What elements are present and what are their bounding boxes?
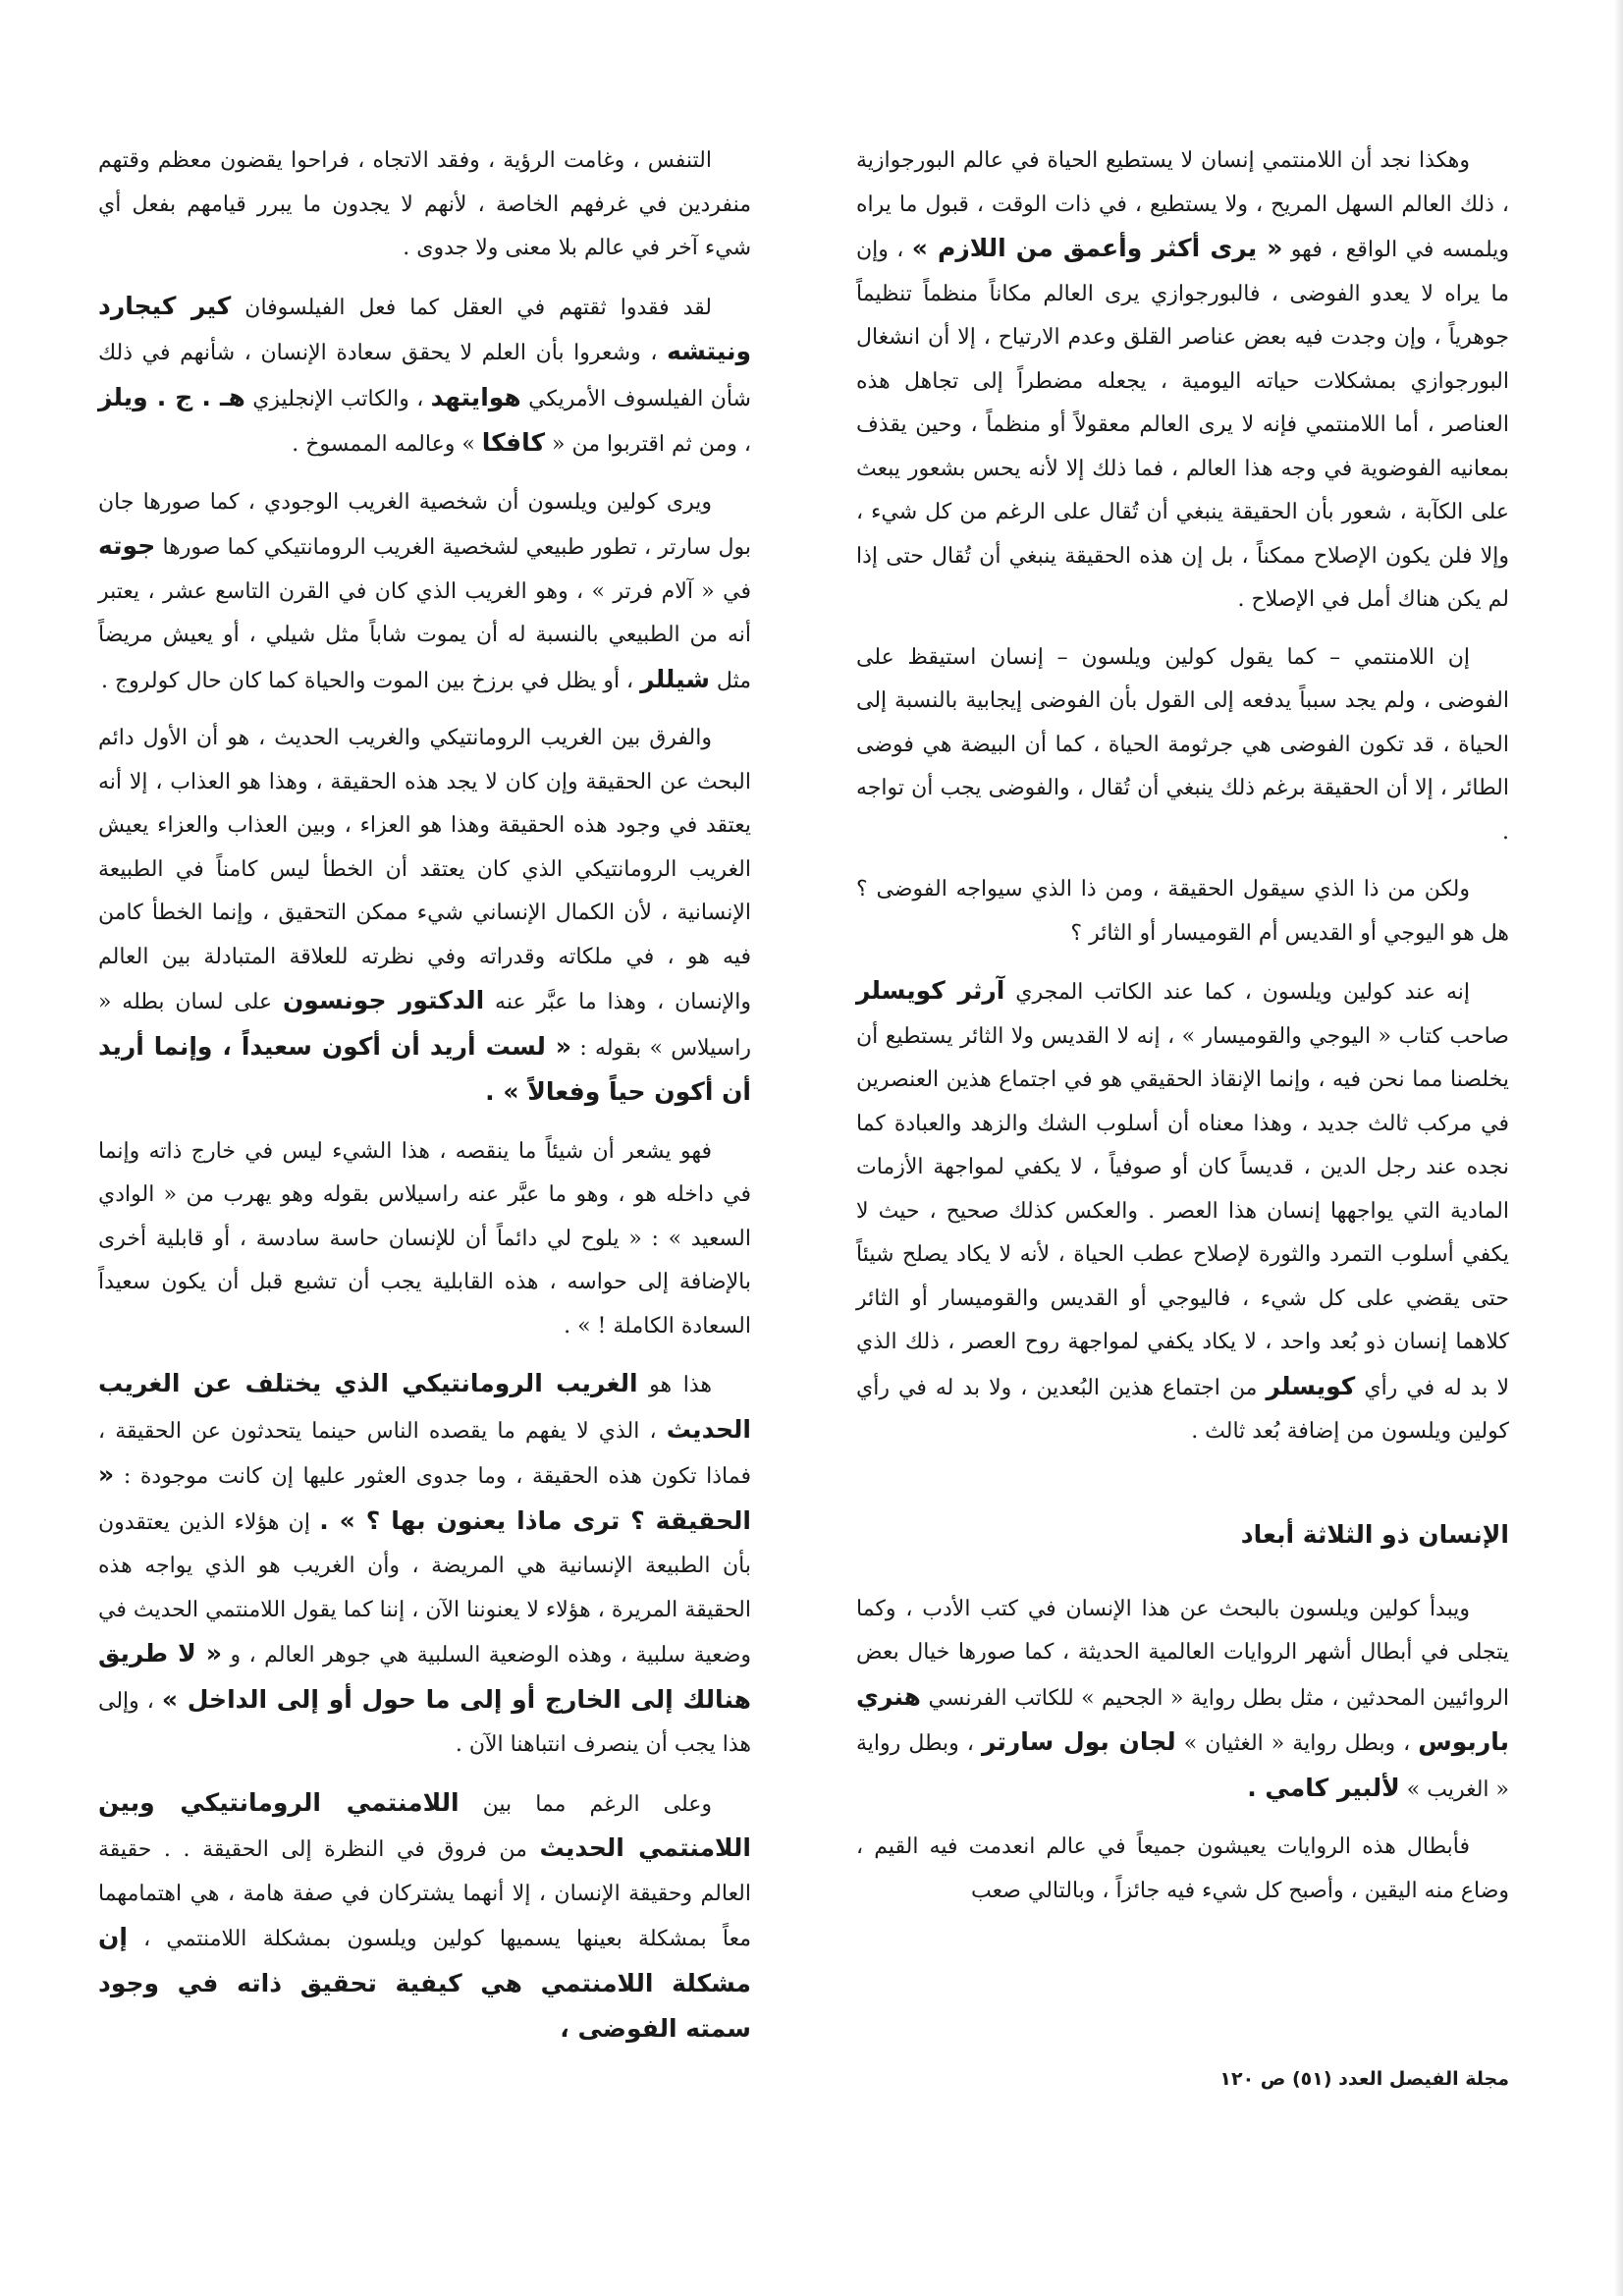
paragraph <box>98 1362 751 1768</box>
bold-text: « لا طريق هنالك إلى الخارج أو إلى ما حول أو إلى الداخل » <box>98 1639 751 1714</box>
text-run: إنه عند كولين ويلسون ، كما عند الكاتب المجري <box>1004 980 1470 1005</box>
right-column-paragraphs <box>856 139 1509 1454</box>
paragraph <box>856 868 1509 956</box>
bold-text: « لست أريد أن أكون سعيداً ، وإنما أريد أن أكون حياً وفعالاً » . <box>98 1031 751 1106</box>
paragraph <box>98 139 751 271</box>
right-column <box>856 139 1509 1927</box>
text-run: ، ومن ثم اقتربوا من « <box>545 432 751 457</box>
bold-text: شيللر <box>640 664 710 693</box>
paragraph <box>856 1826 1509 1913</box>
text-run: ، والكاتب الإنجليزي <box>244 386 431 411</box>
bold-text: هوايتهد <box>430 382 521 411</box>
text-run: ولكن من ذا الذي سيقول الحقيقة ، ومن ذا الذي سيواجه الفوضى ؟ هل هو اليوجي أو القديس أم القوميسار أو الثائر ؟ <box>856 877 1509 946</box>
text-run: » وعالمه الممسوخ . <box>292 432 482 457</box>
bold-text: إن مشكلة اللامنتمي هي كيفية تحقيق ذاته في وجود سمته الفوضى ، <box>98 1923 751 2043</box>
text-run: هذا هو <box>637 1373 712 1397</box>
text-run: ، وبطل رواية « الغريب » <box>856 1731 1509 1802</box>
bold-text: كافكا <box>481 428 546 457</box>
bold-text: لجان بول سارتر <box>981 1727 1176 1756</box>
paragraph <box>98 481 751 704</box>
paragraph <box>856 1588 1509 1813</box>
text-run: ، وشعروا بأن العلم لا يحقق سعادة الإنسان ، شأنهم في ذلك شأن الفيلسوف الأمريكي <box>98 341 751 411</box>
text-run: ويرى كولين ويلسون أن شخصية الغريب الوجودي ، كما صورها جان بول سارتر ، تطور طبيعي لشخصية الغريب الرومانتيكي كما صورها <box>98 489 751 560</box>
paragraph <box>856 969 1509 1454</box>
bold-text: الغريب الرومانتيكي الذي يختلف عن الغريب الحديث <box>98 1369 751 1444</box>
bold-text: الدكتور جونسون <box>282 986 485 1014</box>
text-run: والفرق بين الغريب الرومانتيكي والغريب الحديث ، هو أن الأول دائم البحث عن الحقيقة وإن كان لا يجد هذه الحقيقة ، وهذا هو العذاب ، إلا أنه يعتقد في وجود هذه الحقيقة وهذا هو العزاء ، وبين العذاب والعزاء يعيش الغريب الرومانتيكي الذي كان يعتقد أن الخطأ ليس كامناً في الطبيعة الإنسانية ، لأن الكمال الإنساني شيء ممكن التحقيق ، وإنما الخطأ كامن فيه هو ، في ملكاته وقدراته وفي نظرته للعلاقة المتبادلة بين العالم والإنسان ، وهذا ما عبَّر عنه <box>98 726 751 1014</box>
scan-edge-shadow <box>1614 0 1623 2296</box>
bold-text: « يرى أكثر وأعمق من اللازم » <box>911 234 1283 262</box>
paragraph <box>98 1130 751 1349</box>
page-footer: مجلة الفيصل العدد (٥١) ص ١٢٠ <box>1219 2068 1509 2090</box>
text-run: ، وإن ما يراه لا يعدو الفوضى ، فالبورجوازي يرى العالم مكاناً منظماً تنظيماً جوهرياً ، وإن وجدت فيه بعض عناصر القلق وعدم الارتياح ، إلا أن انشغال البورجوازي بمشكلات حياته اليومية ، يجعله مضطراً إلى تجاهل هذه العناصر ، أما اللامنتمي فإنه لا يرى العالم معقولاً أو منظماً ، وحين يقذف بمعانيه الفوضوية في وجه هذا العالم ، فما ذلك إلا لأنه يحس بشعور يبعث على الكآبة ، شعور بأن الحقيقة ينبغي أن تُقال على الرغم من كل شيء ، وإلا فلن يكون الإصلاح ممكناً ، بل إن هذه الحقيقة ينبغي أن تُقال حتى إذا لم يكن هناك أمل في الإصلاح . <box>856 238 1509 612</box>
bold-text: هنري باربوس <box>856 1681 1509 1756</box>
text-run: ، الذي لا يفهم ما يقصده الناس حينما يتحدثون عن الحقيقة ، فماذا تكون هذه الحقيقة ، وما جدوى العثور عليها إن كانت موجودة : <box>98 1418 751 1489</box>
left-column <box>98 139 751 2067</box>
text-run: ويبدأ كولين ويلسون بالبحث عن هذا الإنسان في كتب الأدب ، وكما يتجلى في أبطال أشهر الروايات العالمية الحديثة ، كما صورها خيال بعض الروائيين المحدثين ، مثل بطل رواية « الجحيم » للكاتب الفرنسي <box>856 1596 1509 1711</box>
text-run: من اجتماع هذين البُعدين ، ولا بد له في رأي كولين ويلسون من إضافة بُعد ثالث . <box>856 1375 1509 1444</box>
text-run: ، وبطل رواية « الغثيان » <box>1175 1731 1419 1756</box>
text-run: صاحب كتاب « اليوجي والقوميسار » ، إنه لا القديس ولا الثائر يستطيع أن يخلصنا مما نحن فيه ، وإنما الإنقاذ الحقيقي هو في اجتماع هذين العنصرين في مركب ثالث جديد ، وهذا معناه أن أسلوب الشك والزهد والعبادة كما نجده عند رجل الدين ، قديساً كان أو صوفياً ، لا يكفي لمواجهة الأزمات المادية التي يواجهها إنسان هذا العصر . والعكس كذلك صحيح ، حيث لا يكفي أسلوب التمرد والثورة لإصلاح عطب الحياة ، لأنه لا يكاد يصلح شيئاً حتى يقضي على كل شيء ، فاليوجي أو القديس والقوميسار أو الثائر كلاهما إنسان ذو بُعد واحد ، لا يكاد يكفي لمواجهة روح العصر ، ذلك الذي لا بد له في رأي <box>856 1023 1510 1400</box>
text-run: ، وإلى هذا يجب أن ينصرف انتباهنا الآن . <box>98 1688 751 1757</box>
text-run: إن هؤلاء الذين يعتقدون بأن الطبيعة الإنسانية هي المريضة ، وأن الغريب هو الذي يواجه هذه الحقيقة المريرة ، هؤلاء لا يعنوننا الآن ، إننا كما يقول اللامنتمي الحديث في وضعية سلبية ، وهذه الوضعية السلبية هي جوهر العالم ، و <box>98 1509 752 1667</box>
text-run: ، أو يظل في برزخ بين الموت والحياة كما كان حال كولروج . <box>100 668 641 693</box>
bold-text: هـ . ج . ويلز <box>98 382 245 411</box>
text-run: لقد فقدوا ثقتهم في العقل كما فعل الفيلسوفان <box>231 295 712 320</box>
bold-text: اللامنتمي الرومانتيكي وبين اللامنتمي الحديث <box>98 1787 751 1862</box>
bold-text: جوته <box>98 531 156 560</box>
paragraph <box>856 636 1509 855</box>
bold-text: كويسلر <box>1266 1371 1356 1400</box>
text-run: إن اللامنتمي – كما يقول كولين ويلسون – إنسان استيقظ على الفوضى ، ولم يجد سبباً يدفعه إلى القول بأن الفوضى إيجابية بالنسبة إلى الحياة ، قد تكون الفوضى هي جرثومة الحياة ، كما أن البيضة هي فوضى الطائر ، إلا أن الحقيقة برغم ذلك ينبغي أن تُقال ، والفوضى يجب أن تواجه . <box>856 644 1509 845</box>
text-run: على لسان بطله « راسيلاس » بقوله : <box>98 990 751 1061</box>
text-run: التنفس ، وغامت الرؤية ، وفقد الاتجاه ، فراحوا يقضون معظم وقتهم منفردين في غرفهم الخاصة ، لأنهم لا يجدون ما يبرر قيامهم بفعل أي شيء آخر في عالم بلا معنى ولا جدوى . <box>98 148 751 260</box>
paragraph <box>856 139 1509 623</box>
bold-text: لألبير كامي . <box>1247 1773 1400 1802</box>
bold-text: كير كيجارد ونيتشه <box>98 291 751 365</box>
text-run: وهكذا نجد أن اللامنتمي إنسان لا يستطيع الحياة في عالم البورجوازية ، ذلك العالم السهل المريح ، ولا يستطيع ، في ذات الوقت ، قبول ما يراه ويلمسه في الواقع ، فهو <box>856 148 1509 262</box>
text-run: وعلى الرغم مما بين <box>459 1791 712 1817</box>
paragraph <box>98 285 751 467</box>
bold-text: آرثر كويسلر <box>856 976 1005 1005</box>
text-run: من فروق في النظرة إلى الحقيقة . . حقيقة العالم وحقيقة الإنسان ، إلا أنهما يشتركان في صفة هامة ، هي اهتمامهما معاً بمشكلة بعينها يسميها كولين ويلسون بمشكلة اللامنتمي ، <box>98 1837 751 1951</box>
paragraph <box>98 717 751 1117</box>
text-run: فأبطال هذه الروايات يعيشون جميعاً في عالم انعدمت فيه القيم ، وضاع منه اليقين ، وأصبح كل شيء فيه جائزاً ، وبالتالي صعب <box>856 1834 1509 1903</box>
text-run: في « آلام فرتر » ، وهو الغريب الذي كان في القرن التاسع عشر ، يعتبر أنه من الطبيعي بالنسبة له أن يموت شاباً مثل شيلي ، أو يعيش مريضاً مثل <box>98 578 751 693</box>
bold-text: « الحقيقة ؟ ترى ماذا يعنون بها ؟ » . <box>98 1460 751 1535</box>
paragraph <box>98 1781 751 2053</box>
right-column-paragraphs-after-heading <box>856 1588 1509 1914</box>
left-column-paragraphs <box>98 139 751 2053</box>
text-run: فهو يشعر أن شيئاً ما ينقصه ، هذا الشيء ليس في خارج ذاته وإنما في داخله هو ، وهو ما عبَّر عنه راسيلاس بقوله وهو يهرب من « الوادي السعيد » : « يلوح لي دائماً أن للإنسان حاسة سادسة ، أو قابلية أخرى بالإضافة إلى حواسه ، هذه القابلية يجب أن تشبع قبل أن يكون سعيداً السعادة الكاملة ! » . <box>98 1138 751 1339</box>
section-heading: الإنسان ذو الثلاثة أبعاد <box>1240 1519 1509 1549</box>
